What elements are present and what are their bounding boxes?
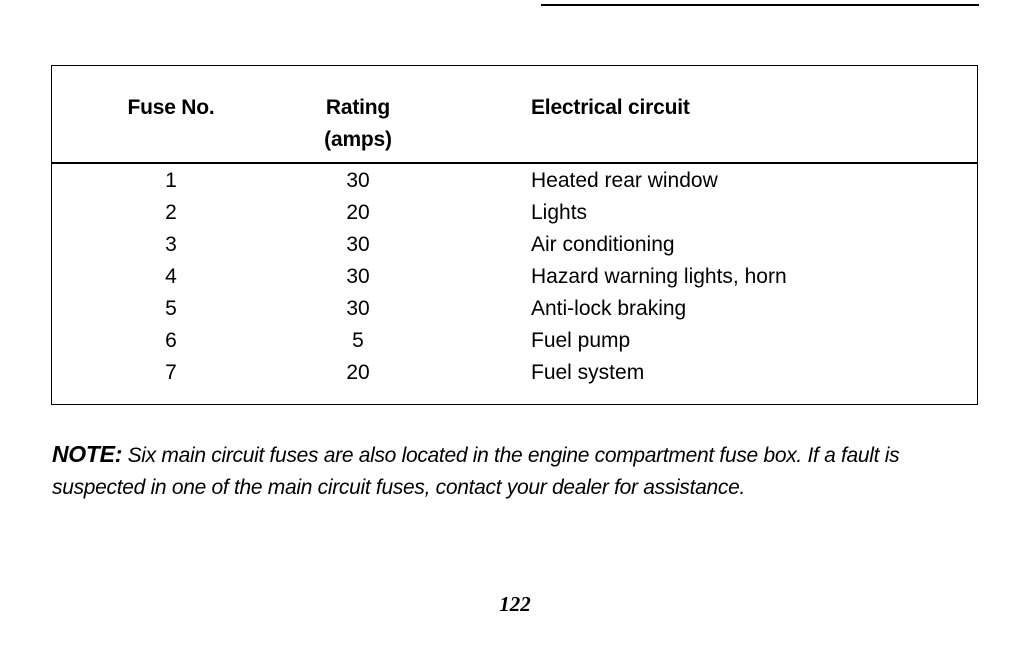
page-number: 122 — [499, 592, 531, 616]
rating-cell: 30 — [346, 265, 370, 288]
circuit-cell: Heated rear window — [531, 169, 718, 192]
rating-header-line1: Rating — [325, 96, 391, 119]
table-row — [52, 293, 977, 325]
note-text: Six main circuit fuses are also located in the engine compartment fuse box. If a fault is suspected in one of the main circuit fuses, contact your dealer for assistance. — [52, 444, 900, 499]
circuit-cell: Fuel pump — [531, 329, 631, 352]
table-row — [52, 165, 977, 197]
table-row — [52, 197, 977, 229]
rating-cell: 20 — [346, 201, 370, 224]
fuse-number-cell: 1 — [165, 169, 177, 192]
rating-cell: 5 — [352, 329, 364, 352]
fuse-no-header: Fuse No. — [127, 96, 215, 119]
table-row — [52, 229, 977, 261]
circuit-cell: Air conditioning — [531, 233, 675, 256]
note-label: NOTE: — [52, 441, 123, 467]
circuit-cell: Lights — [531, 201, 588, 224]
circuit-cell: Anti-lock braking — [531, 297, 687, 320]
rating-cell: 20 — [346, 361, 370, 384]
circuit-cell: Fuel system — [531, 361, 645, 384]
table-body — [52, 164, 977, 389]
fuse-number-cell: 6 — [165, 329, 177, 352]
fuse-number-cell: 4 — [165, 265, 177, 288]
table-row — [52, 357, 977, 389]
fuse-number-cell: 7 — [165, 361, 177, 384]
rating-cell: 30 — [346, 169, 370, 192]
electrical-circuit-header: Electrical circuit — [531, 96, 690, 119]
table-row — [52, 261, 977, 293]
fuse-number-cell: 3 — [165, 233, 177, 256]
rating-cell: 30 — [346, 297, 370, 320]
table-header-row — [52, 66, 977, 164]
table-row — [52, 325, 977, 357]
header-rule — [541, 4, 979, 6]
fuse-table — [51, 65, 978, 405]
fuse-number-cell: 2 — [165, 201, 177, 224]
rating-header — [264, 92, 452, 156]
fuse-number-cell: 5 — [165, 297, 177, 320]
note-paragraph — [52, 438, 982, 504]
circuit-cell: Hazard warning lights, horn — [531, 265, 787, 288]
rating-header-line2: (amps) — [324, 128, 392, 151]
rating-cell: 30 — [346, 233, 370, 256]
